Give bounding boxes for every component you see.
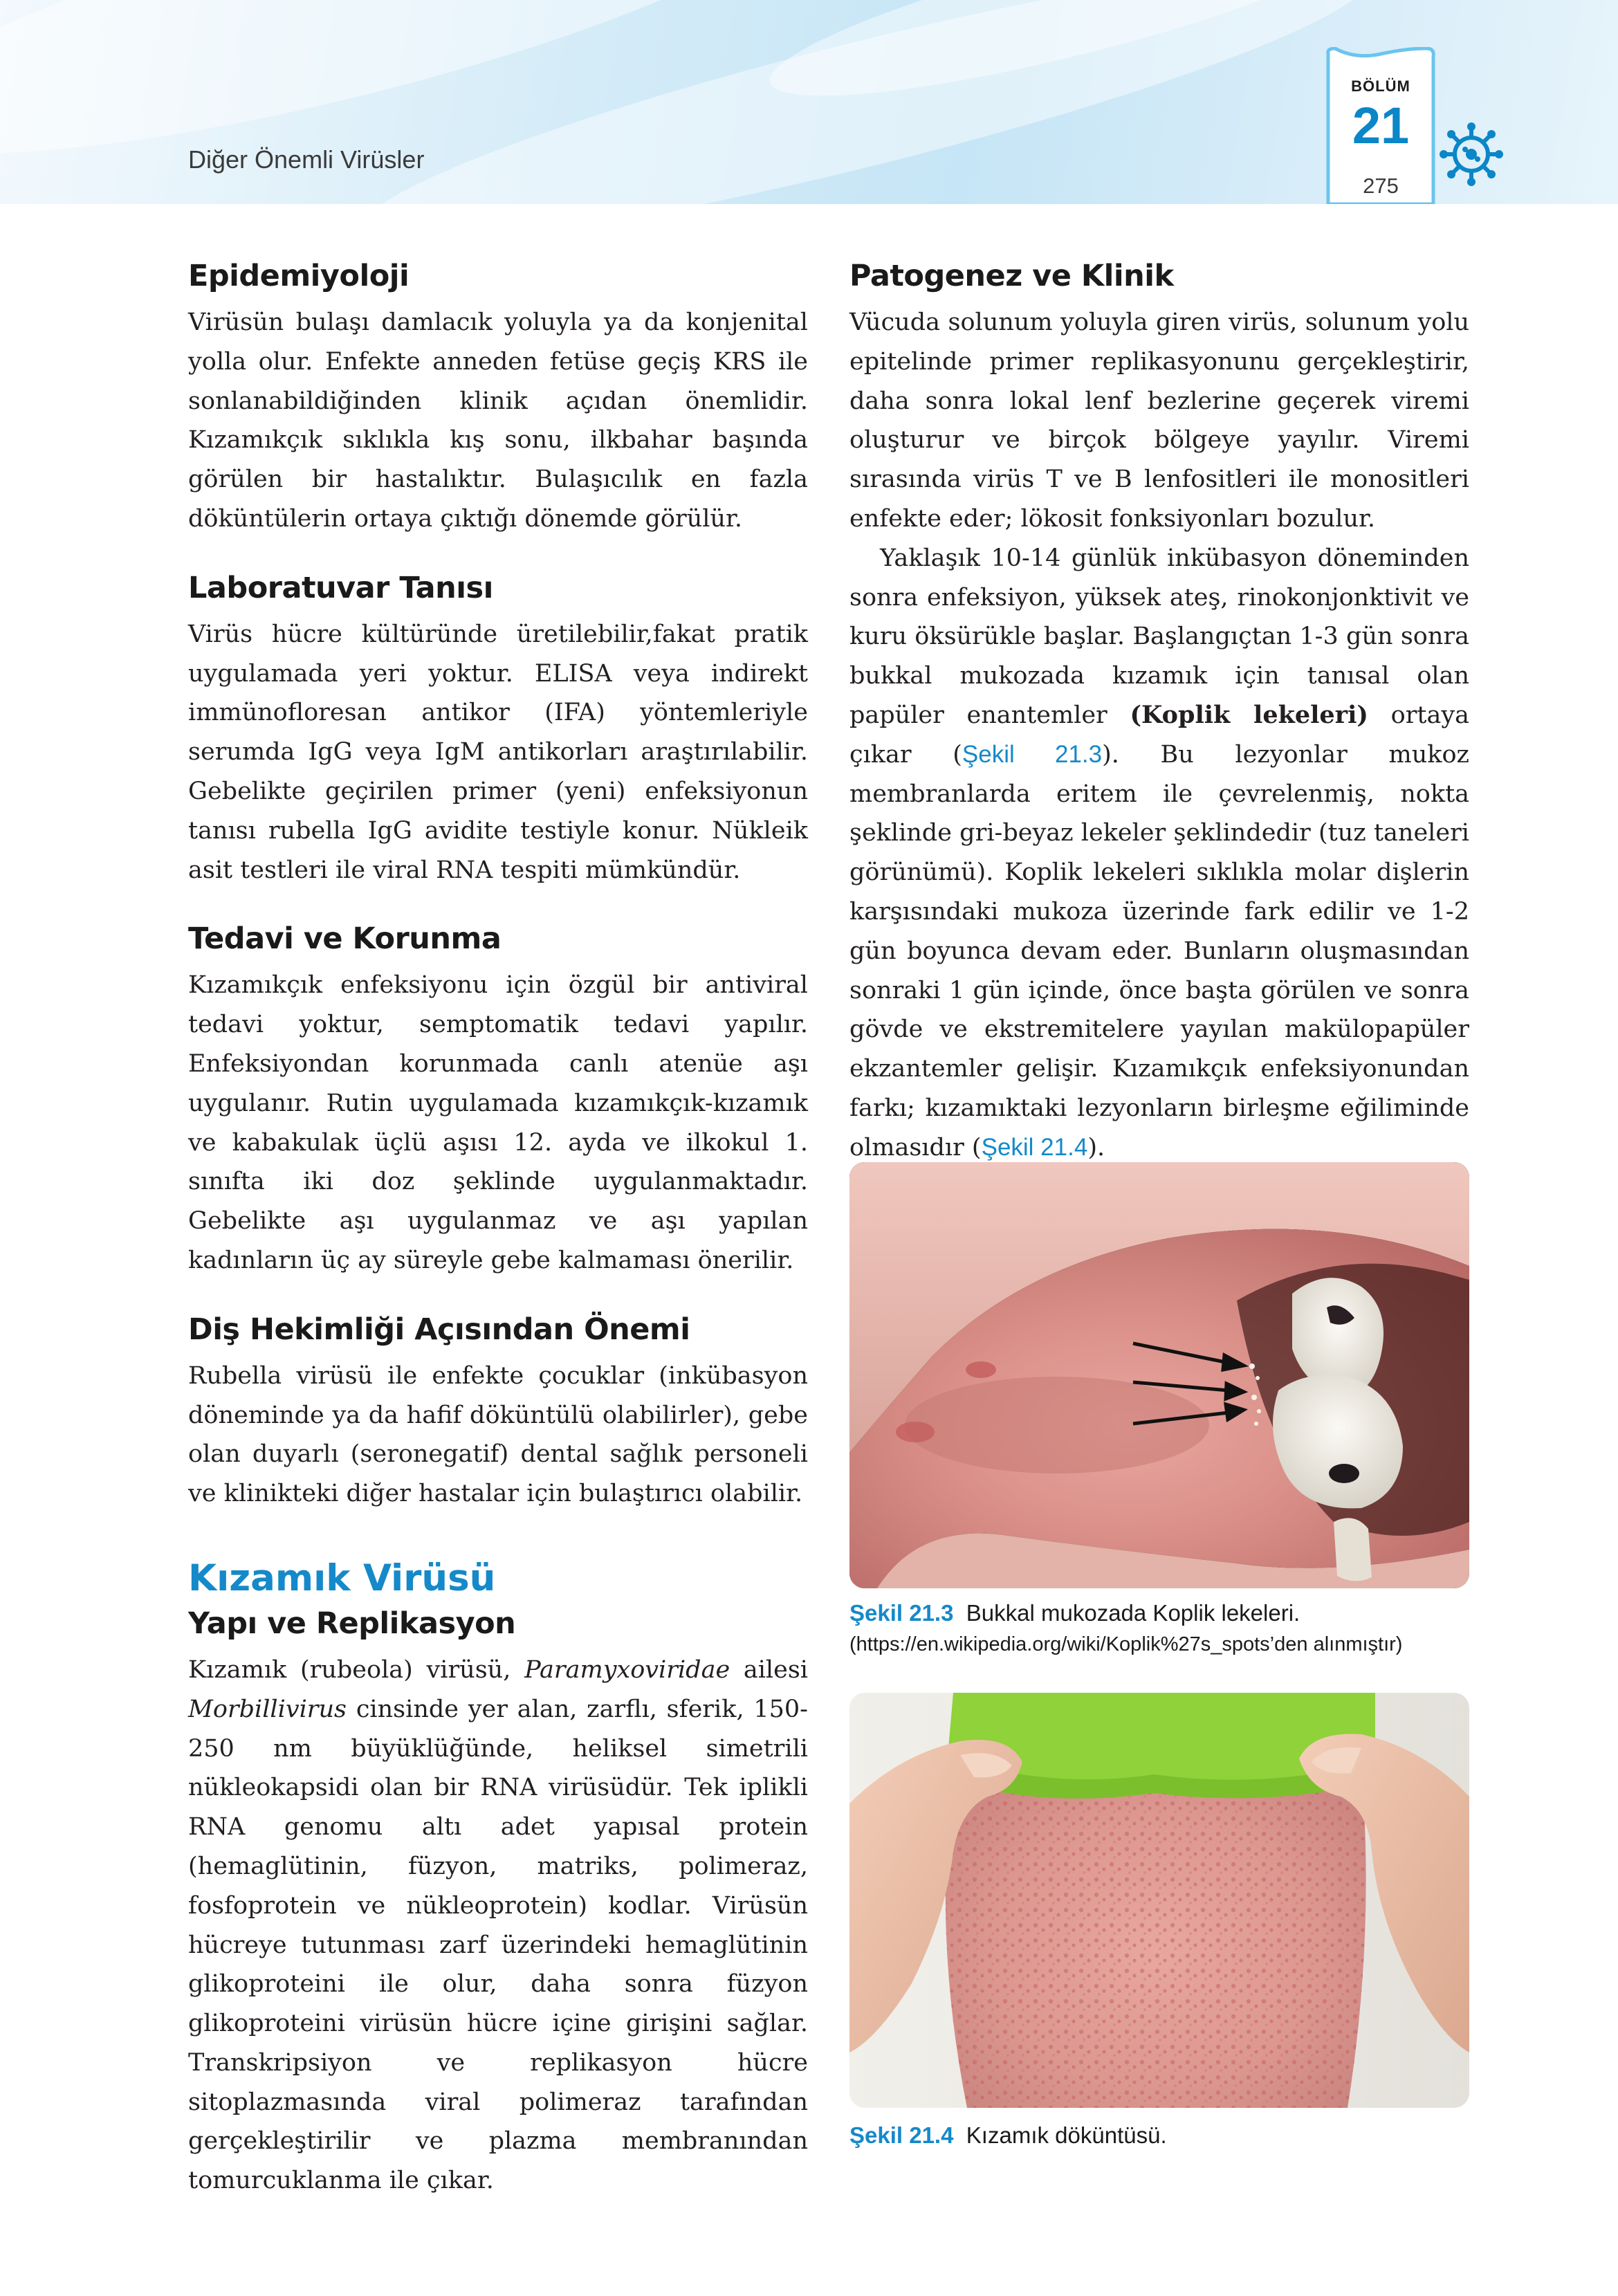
text-run: ailesi: [730, 1655, 808, 1684]
section-treatment: [188, 920, 808, 1280]
text-run: ). Bu lezyonlar mukoz membranlarda eritem ile çevrelenmiş, nokta şeklinde gri-beyaz lekeler şeklindedir (tuz taneleri görünümü). Koplik lekeleri sıklıkla molar dişlerin karşısındaki mukoza üzerinde fark edilir ve 1-2 gün boyunca devam eder. Bunların oluşmasından sonraki 1 gün içinde, önce başta görülen ve sonra gövde ve ekstremitelere yayılan makülopapüler ekzantemler gelişir. Kızamıkçık enfeksiyonundan farkı; kızamıktaki lezyonların birleşme eğiliminde olmasıdır (: [849, 740, 1469, 1161]
left-column: [188, 257, 808, 2201]
section-text: Virüs hücre kültüründe üretilebilir,fakat pratik uygulamada yeri yoktur. ELISA veya indirekt immünofloresan antikor (IFA) yöntemleriyle serumda IgG veya IgM antikorları araştırılabilir. Gebelikte geçirilen primer (yeni) enfeksiyonun tanısı rubella IgG avidite testiyle konur. Nükleik asit testleri ile viral RNA tespiti mümkündür.: [188, 620, 808, 884]
koplik-term: (Koplik lekeleri): [1130, 700, 1368, 729]
figure-caption-text: Kızamık döküntüsü.: [966, 2122, 1167, 2148]
virus-genus-name: Morbillivirus: [188, 1695, 347, 1723]
figure-caption: [849, 2122, 1167, 2149]
section-text: Kızamıkçık enfeksiyonu için özgül bir antiviral tedavi yoktur, semptomatik tedavi yapılır. Enfeksiyondan korunmada canlı atenüe aşı uygulanır. Rutin uygulamada kızamıkçık-kızamık ve kabakulak üçlü aşısı 12. ayda ve ilkokul 1. sınıfta iki doz şeklinde uygulanmaktadır. Gebelikte aşı uygulanmaz ve aşı yapılan kadınların üç ay süreyle gebe kalmaması önerilir.: [188, 971, 808, 1274]
section-laboratory: [188, 569, 808, 890]
figure-source: (https://en.wikipedia.org/wiki/Koplik%27s_spots’den alınmıştır): [849, 1633, 1403, 1655]
section-text: Rubella virüsü ile enfekte çocuklar (inkübasyon döneminde ya da hafif döküntülü olabilirler), gebe olan duyarlı (seronegatif) dental sağlık personeli ve klinikteki diğer hastalar için bulaştırıcı olabilir.: [188, 1361, 808, 1508]
chapter-label: BÖLÜM: [1351, 77, 1410, 95]
section-text: Vücuda solunum yoluyla giren virüs, solunum yolu epitelinde primer replikasyonunu gerçekleştirir, daha sonra lokal lenf bezlerine geçerek viremi oluşturur ve birçok bölgeye yayılır. Viremi sırasında virüs T ve B lenfositleri ile monositleri enfekte eder; lökosit fonksiyonları bozulur.: [849, 309, 1469, 533]
chapter-section-title: Kızamık Virüsü: [188, 1556, 496, 1599]
figure-caption: [849, 1600, 1300, 1626]
chapter-tab: [1320, 47, 1442, 204]
section-pathogenesis: [849, 257, 1469, 1168]
section-text: [188, 1651, 808, 2201]
text-run: cinsinde yer alan, zarflı, sferik, 150-250 nm büyüklüğünde, heliksel simetrili nükleokapsidi olan bir RNA virüsüdür. Tek iplikli RNA genomu altı adet yapısal protein (hemaglütinin, füzyon, matriks, polimeraz, fosfoprotein ve nükleoprotein) kodlar. Virüsün hücreye tutunması zarf üzerindeki hemaglütinin glikoproteini ile olur, daha sonra füzyon glikoproteini virüsün hücre içine girişini sağlar. Transkripsiyon ve replikasyon hücre sitoplazmasında viral polimeraz tarafından gerçekleştirilir ve plazma membranından tomurcuklanma ile çıkar.: [188, 1695, 808, 2195]
figure-koplik-spots-photo: [849, 1162, 1469, 1588]
figure-reference-link[interactable]: Şekil 21.4: [981, 1133, 1088, 1161]
figure-label: Şekil 21.4: [849, 2122, 954, 2148]
rash-photo-illustration: [849, 1693, 1469, 2108]
virus-icon: [1439, 122, 1504, 187]
mouth-photo-illustration: [849, 1162, 1469, 1588]
section-heading: Yapı ve Replikasyon: [188, 1606, 516, 1641]
section-dentistry: [188, 1311, 808, 1514]
text-run: Yaklaşık 10-14 günlük inkübasyon döneminden sonra enfeksiyon, yüksek ateş, rinokonjonktivit ve kuru öksürükle başlar. Başlangıçtan 1-3 gün sonra bukkal mukozada kızamık için tanısal olan papüler enantemler: [849, 544, 1469, 729]
text-run: ).: [1087, 1133, 1105, 1161]
running-title: Diğer Önemli Virüsler: [188, 145, 425, 174]
figure-measles-rash-photo: [849, 1693, 1469, 2108]
figure-label: Şekil 21.3: [849, 1600, 954, 1626]
section-measles: [188, 1556, 808, 2201]
page-header: [0, 0, 1618, 204]
right-column: [849, 257, 1469, 1168]
section-epidemiology: [188, 257, 808, 539]
text-run: Kızamık (rubeola) virüsü,: [188, 1655, 525, 1684]
figure-reference-link[interactable]: Şekil 21.3: [962, 740, 1103, 768]
figure-caption-text: Bukkal mukozada Koplik lekeleri.: [966, 1600, 1300, 1626]
section-text: Virüsün bulaşı damlacık yoluyla ya da konjenital yolla olur. Enfekte anneden fetüse geçiş KRS ile sonlanabildiğinden klinik açıdan önemlidir. Kızamıkçık sıklıkla kış sonu, ilkbahar başında görülen bir hastalıktır. Bulaşıcılık en fazla döküntülerin ortaya çıktığı dönemde görülür.: [188, 309, 808, 533]
section-heading: Epidemiyoloji: [188, 259, 410, 293]
text-run: ortaya çıkar (: [849, 701, 1469, 769]
section-heading: Diş Hekimliği Açısından Önemi: [188, 1312, 690, 1347]
chapter-number: 21: [1352, 97, 1410, 154]
section-text: [849, 539, 1469, 1168]
section-heading: Patogenez ve Klinik: [849, 259, 1174, 293]
virus-family-name: Paramyxoviridae: [524, 1655, 730, 1684]
section-heading: Laboratuvar Tanısı: [188, 570, 493, 605]
section-heading: Tedavi ve Korunma: [188, 921, 502, 957]
page-number: 275: [1363, 174, 1399, 198]
